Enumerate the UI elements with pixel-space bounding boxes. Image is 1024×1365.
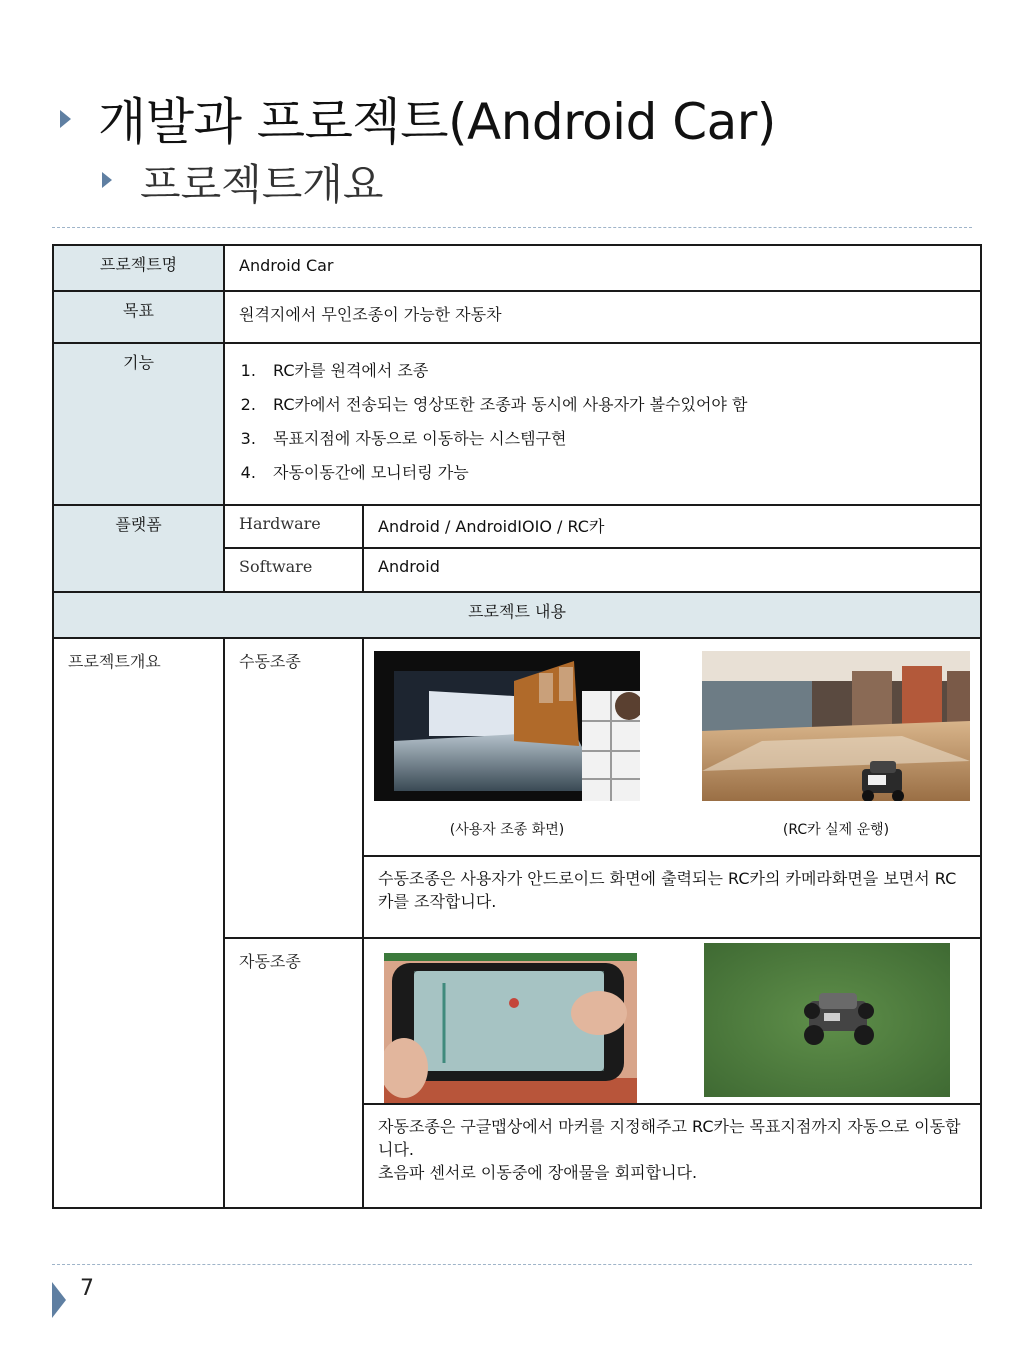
goal-value: 원격지에서 무인조종이 가능한 자동차 bbox=[224, 291, 981, 343]
rc-car-caption: (RC카 실제 운행) bbox=[782, 822, 890, 838]
top-divider bbox=[52, 227, 972, 228]
platform-label: 플랫폼 bbox=[53, 505, 224, 592]
auto-description-2: 초음파 센서로 이동중에 장애물을 회피합니다. bbox=[378, 1163, 698, 1182]
software-key: Software bbox=[224, 548, 363, 592]
rc-car-lawn-photo bbox=[704, 943, 950, 1097]
title-bullet-icon bbox=[60, 110, 71, 128]
hardware-value: Android / AndroidIOIO / RC카 bbox=[363, 505, 981, 548]
phone-map-control-photo bbox=[384, 953, 637, 1103]
feature-item: 3. 목표지점에 자동으로 이동하는 시스템구현 bbox=[261, 426, 966, 449]
goal-label: 목표 bbox=[53, 291, 224, 343]
project-table bbox=[52, 244, 982, 1209]
bottom-divider bbox=[52, 1264, 972, 1265]
auto-label: 자동조종 bbox=[224, 938, 363, 1208]
user-control-caption: (사용자 조종 화면) bbox=[449, 822, 565, 838]
rc-car-running-photo bbox=[702, 651, 970, 801]
page-title: 개발과 프로젝트(Android Car) bbox=[98, 93, 776, 151]
manual-photos-cell bbox=[363, 638, 981, 856]
footer-accent-icon bbox=[52, 1282, 66, 1318]
hardware-key: Hardware bbox=[224, 505, 363, 548]
features-list bbox=[239, 358, 966, 483]
feature-item: 4. 자동이동간에 모니터링 가능 bbox=[261, 460, 966, 483]
features-cell bbox=[224, 343, 981, 505]
manual-description: 수동조종은 사용자가 안드로이드 화면에 출력되는 RC카의 카메라화면을 보면서 RC카를 조작합니다. bbox=[363, 856, 981, 938]
project-name-label: 프로젝트명 bbox=[53, 245, 224, 291]
auto-description-1: 자동조종은 구글맵상에서 마커를 지정해주고 RC카는 목표지점까지 자동으로 이동합니다. bbox=[378, 1117, 961, 1159]
overview-label: 프로젝트개요 bbox=[53, 638, 224, 1208]
user-control-screen-photo bbox=[374, 651, 640, 801]
project-name-value: Android Car bbox=[224, 245, 981, 291]
manual-label: 수동조종 bbox=[224, 638, 363, 938]
auto-photos-cell bbox=[363, 938, 981, 1104]
page-subtitle: 프로젝트개요 bbox=[140, 160, 384, 209]
features-label: 기능 bbox=[53, 343, 224, 505]
auto-description-cell bbox=[363, 1104, 981, 1208]
content-header: 프로젝트 내용 bbox=[53, 592, 981, 638]
software-value: Android bbox=[363, 548, 981, 592]
feature-item: 1. RC카를 원격에서 조종 bbox=[261, 358, 966, 381]
page-number: 7 bbox=[80, 1276, 94, 1301]
feature-item: 2. RC카에서 전송되는 영상또한 조종과 동시에 사용자가 볼수있어야 함 bbox=[261, 392, 966, 415]
subtitle-bullet-icon bbox=[102, 172, 112, 188]
